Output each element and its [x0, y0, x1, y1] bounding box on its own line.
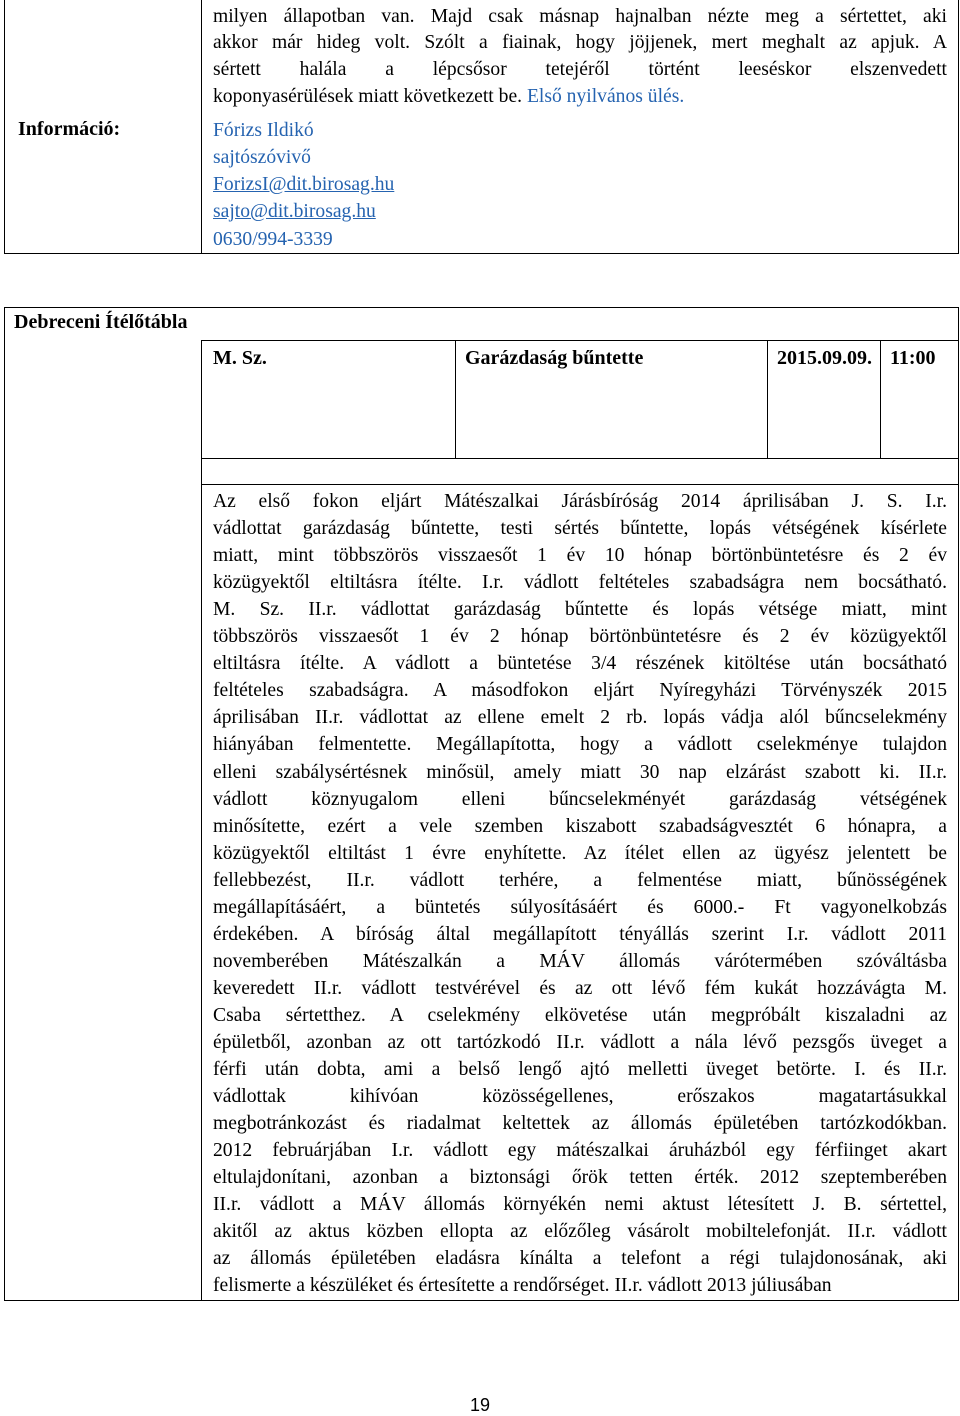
- case-text-line: keveredett II.r. vádlott testvérével és az ott lévő fém kukát hozzávágta M.: [213, 977, 947, 999]
- case-text-line: eltiltásra ítélte. A vádlott a büntetése 3/4 részének kitöltése után bocsátható: [213, 653, 947, 675]
- case-text-line: II.r. vádlott a MÁV állomás környékén nemi aktust létesített J. B. sértettel,: [213, 1194, 947, 1216]
- info-label: Információ:: [18, 118, 121, 140]
- info-text-line: sértett halála a lépcsősor tetejéről történt leeséskor elszenvedett: [213, 59, 947, 80]
- charge-title: Garázdaság bűntette: [465, 347, 644, 369]
- defendant-name: M. Sz.: [213, 347, 267, 369]
- contact-email-link[interactable]: ForizsI@dit.birosag.hu: [213, 174, 395, 195]
- case-text-line: többszörös visszaesőt 1 év 2 hónap börtönbüntetésre és 2 év közügyektől: [213, 626, 947, 648]
- info-table-divider: [201, 0, 202, 254]
- case-header-divider-1: [455, 340, 456, 458]
- case-text-line: Csaba sértetthez. A cselekmény elkövetése után megpróbált kiszaladni az: [213, 1004, 947, 1026]
- case-text-line: közügyektől eltiltást 1 évre enyhítette. Az ítélet ellen az ügyész jelentett be: [213, 842, 947, 864]
- case-text-line: férfi után dobta, ami a belső lengő ajtó melletti üveget betörte. I. és II.r.: [213, 1059, 947, 1081]
- case-text-line: felismerte a készüléket és értesítette a rendőrséget. II.r. vádlott 2013 júliusában: [213, 1275, 832, 1297]
- case-text-line: közügyektől eltiltásra ítélte. I.r. vádlott feltételes szabadságra nem bocsátható.: [213, 572, 947, 594]
- case-text-line: hiányában felmentette. Megállapította, hogy a vádlott cselekménye tulajdon: [213, 734, 947, 756]
- case-text-line: elleni szabálysértésnek minősül, amely miatt 30 nap elzárást szabott ki. II.r.: [213, 761, 947, 783]
- case-text-line: eltulajdonítani, azonban a biztonsági őrök tetten érték. 2012 szeptemberében: [213, 1167, 947, 1189]
- case-text-line: 2012 februárjában I.r. vádlott egy mátészalkai áruházból egy férfiinget akart: [213, 1140, 947, 1162]
- case-text-line: feltételes szabadságra. A másodfokon eljárt Nyíregyházi Törvényszék 2015: [213, 680, 947, 702]
- case-text-line: fellebbezést, II.r. vádlott terhére, a felmentése miatt, bűnösségének: [213, 869, 947, 891]
- case-text-line: novemberében Mátészalkán a MÁV állomás várótermében szóváltásba: [213, 950, 947, 972]
- case-text-line: áprilisában II.r. vádlottat az ellene emelt 2 rb. lopás vádja alól bűncselekmény: [213, 707, 947, 729]
- case-text-line: vádlott köznyugalom elleni bűncselekményét garázdaság vétségének: [213, 788, 947, 810]
- case-text-line: Az első fokon eljárt Mátészalkai Járásbíróság 2014 áprilisában J. S. I.r.: [213, 491, 947, 512]
- hearing-date: 2015.09.09.: [777, 347, 872, 369]
- case-text-line: érdekében. A bíróság által megállapított tényállás szerint I.r. vádlott 2011: [213, 923, 947, 945]
- case-text-line: megállapításáért, a büntetés súlyosításáért és 6000.- Ft vagyonelkobzás: [213, 896, 947, 918]
- case-text-line: az állomás épületében eladásra kínálta a telefont a régi tulajdonosának, aki: [213, 1248, 947, 1270]
- case-header-divider-2: [767, 340, 768, 458]
- case-text-line: épületből, azonban az ott tartózkodó II.r. vádlott a nála lévő pezsgős üveget a: [213, 1032, 947, 1053]
- court-name: Debreceni Ítélőtábla: [14, 311, 188, 333]
- case-text-line: megbotránkozást és riadalmat keltettek az állomás épületében tartózkodókban.: [213, 1113, 947, 1135]
- case-court-row-divider: [201, 340, 959, 341]
- info-text-line: milyen állapotban van. Majd csak másnap hajnalban nézte meg a sértettet, aki: [213, 6, 947, 27]
- case-text-line: vádlottat garázdaság bűntette, testi sértés bűntette, lopás vétségének kísérlete: [213, 518, 947, 540]
- case-spacer-row-divider: [201, 484, 959, 485]
- case-text-line: minősítette, ezért a vele szemben kiszabott szabadságvesztét 6 hónapra, a: [213, 815, 947, 837]
- first-hearing-note: Első nyilvános ülés.: [526, 86, 685, 107]
- case-text-line: akitől az aktus közben ellopta az előzőleg vásárolt mobiltelefonját. II.r. vádlott: [213, 1221, 947, 1243]
- case-header-divider-3: [880, 340, 881, 458]
- info-text-fragment: koponyasérülések miatt következett be.: [213, 86, 527, 107]
- info-text-line: [213, 84, 684, 110]
- contact-phone: 0630/994-3339: [213, 229, 333, 250]
- press-email-link[interactable]: sajto@dit.birosag.hu: [213, 201, 376, 222]
- case-header-row-divider: [201, 458, 959, 459]
- contact-role: sajtószóvivő: [213, 147, 311, 168]
- page-number: 19: [469, 1395, 491, 1415]
- hearing-time: 11:00: [890, 347, 936, 369]
- case-text-line: miatt, mint többszörös visszaesőt 1 év 10 hónap börtönbüntetésre és 2 év: [213, 545, 947, 567]
- case-text-line: M. Sz. II.r. vádlottat garázdaság bűntette és lopás vétsége miatt, mint: [213, 599, 947, 621]
- info-text-line: akkor már hideg volt. Szólt a fiainak, hogy jöjjenek, mert meghalt az apjuk. A: [213, 32, 947, 53]
- case-text-line: vádlottak kihívóan közösségellenes, erőszakos magatartásukkal: [213, 1086, 947, 1108]
- contact-name: Fórizs Ildikó: [213, 120, 314, 141]
